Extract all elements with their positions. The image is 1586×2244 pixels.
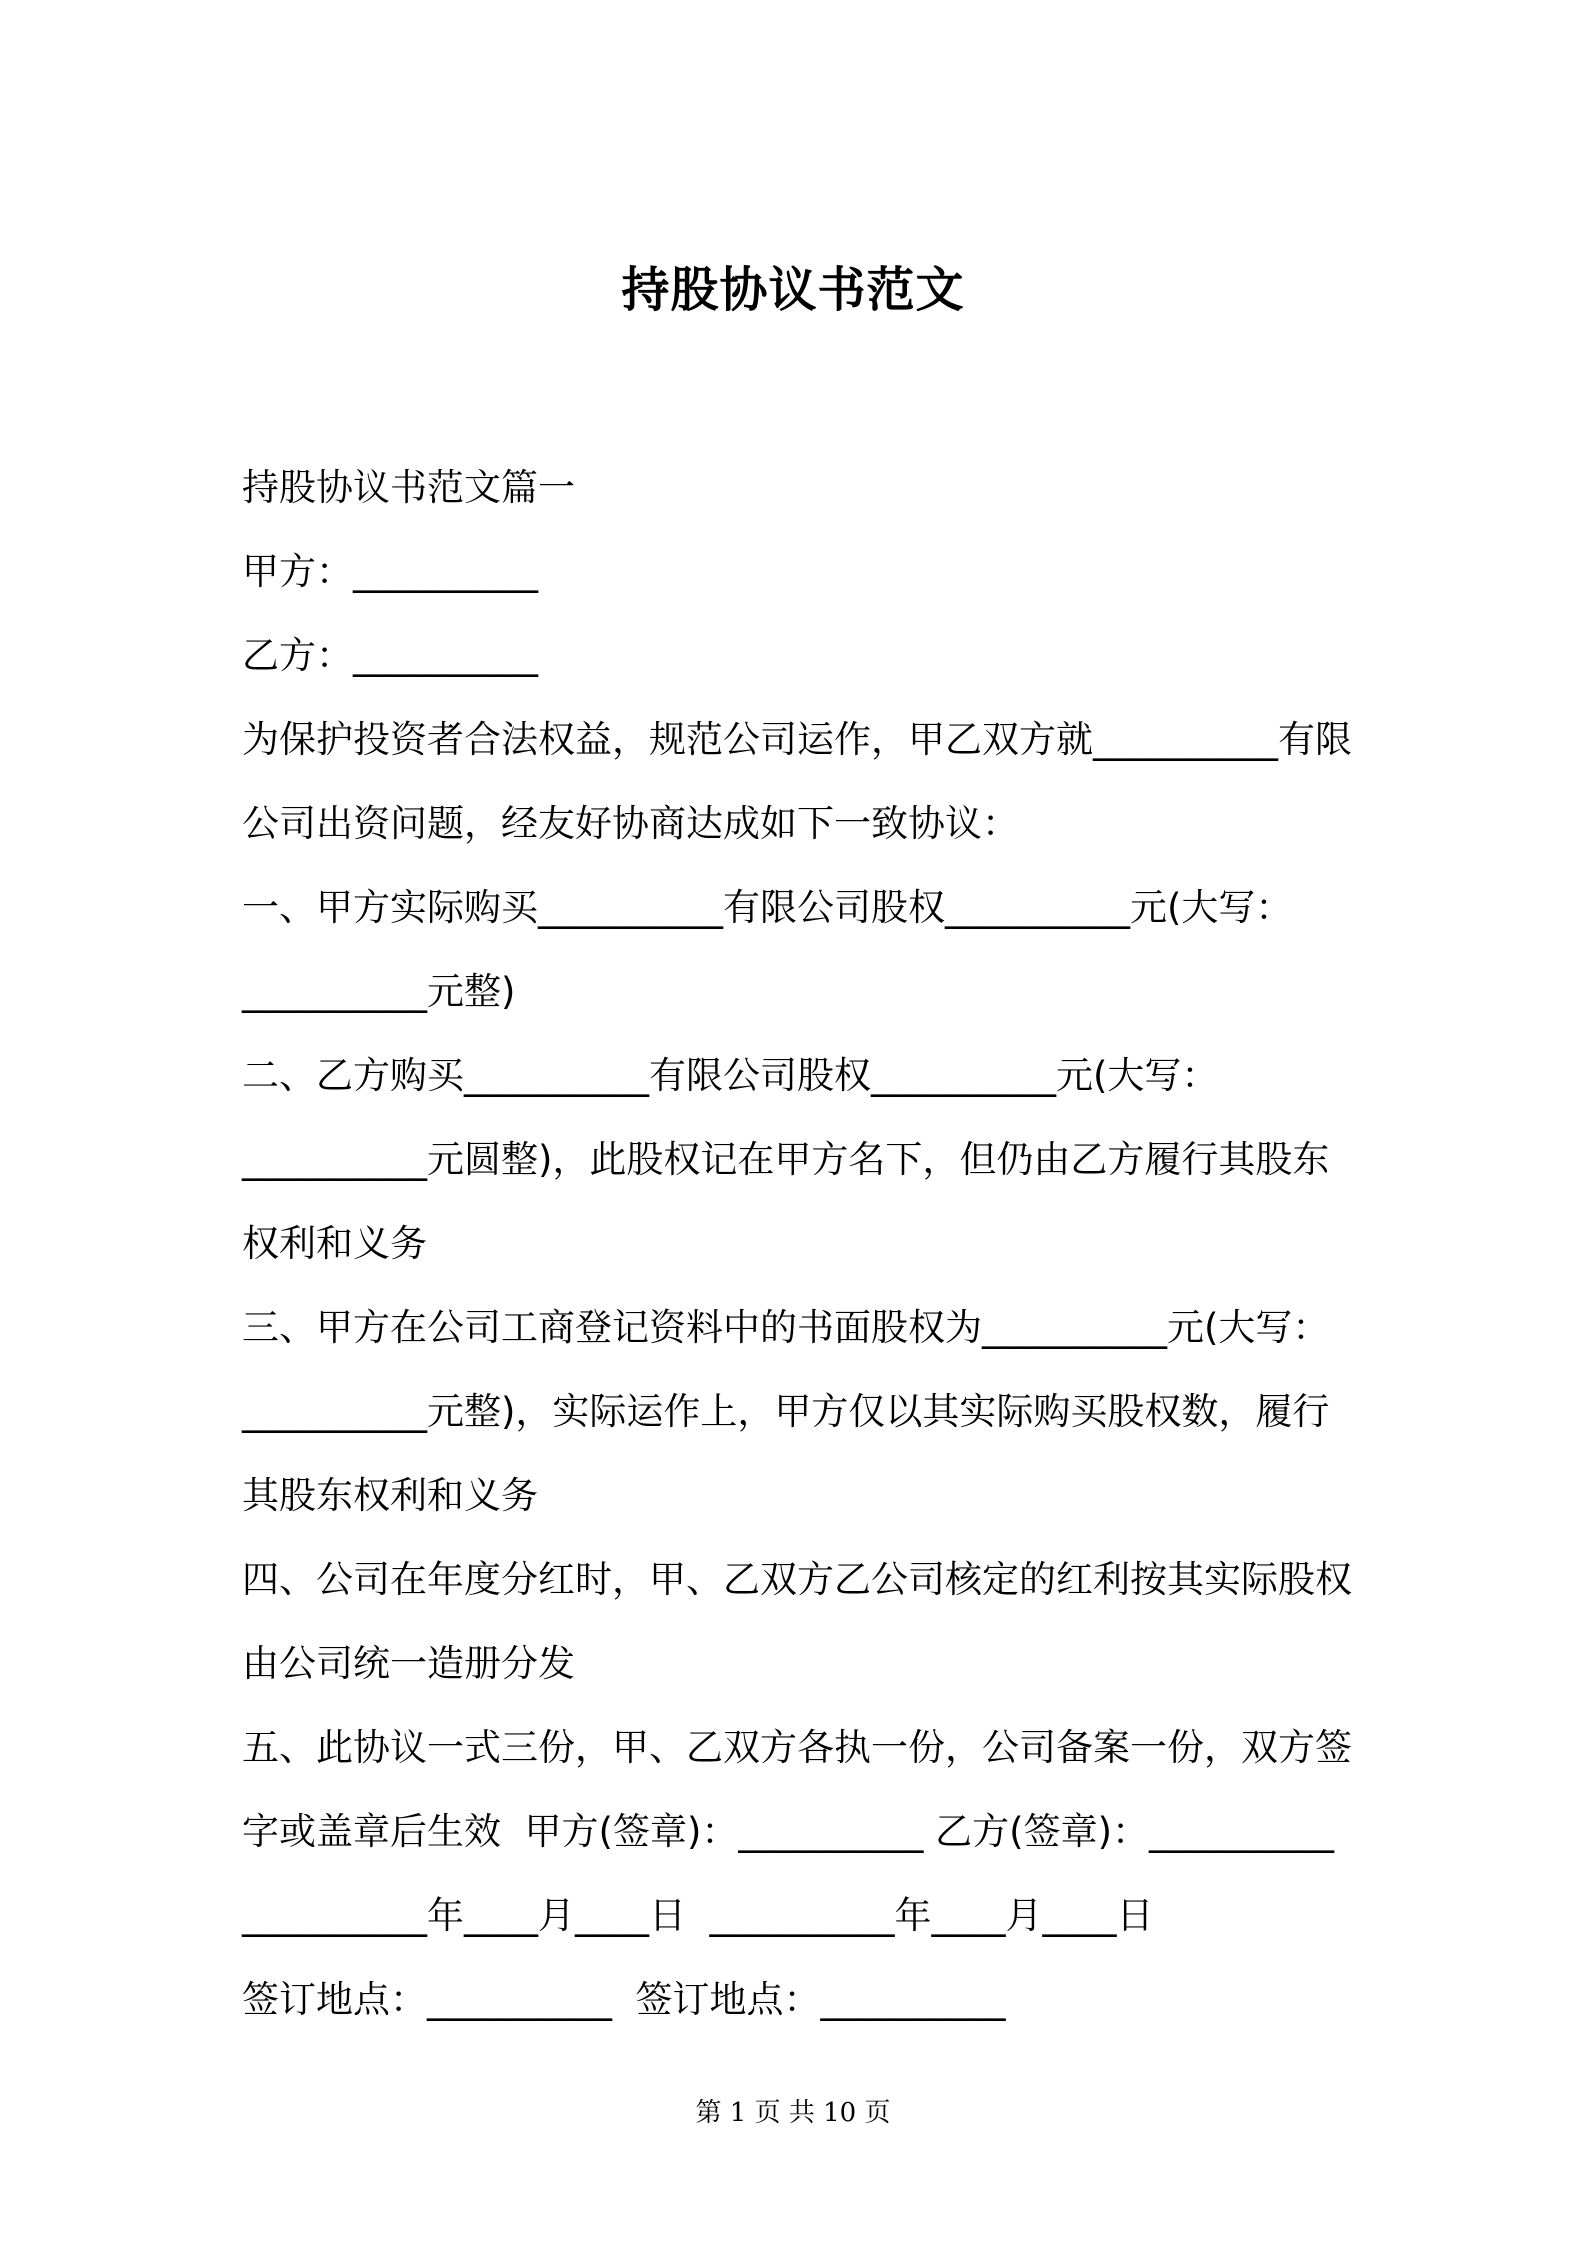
text-line: 由公司统一造册分发 — [242, 1642, 575, 1685]
text-line: 持股协议书范文篇一 — [242, 466, 575, 509]
text-line: 为保护投资者合法权益，规范公司运作，甲乙双方就__________有限 — [242, 718, 1352, 761]
text-line: __________元整)，实际运作上，甲方仅以其实际购买股权数，履行 — [242, 1390, 1330, 1433]
page-footer: 第 1 页 共 10 页 — [695, 2098, 891, 2128]
text-line: __________元圆整)，此股权记在甲方名下，但仍由乙方履行其股东 — [242, 1138, 1330, 1181]
document-title: 持股协议书范文 — [621, 262, 965, 318]
text-line: 签订地点：__________ 签订地点：__________ — [242, 1978, 1006, 2021]
text-line: 权利和义务 — [242, 1222, 427, 1265]
text-line: 公司出资问题，经友好协商达成如下一致协议： — [242, 802, 1019, 845]
text-line: 字或盖章后生效 甲方(签章)：__________ 乙方(签章)：__________ — [242, 1810, 1335, 1853]
text-line: 一、甲方实际购买__________有限公司股权__________元(大写： — [242, 886, 1293, 929]
text-line: 甲方：__________ — [242, 550, 538, 593]
text-line: 五、此协议一式三份，甲、乙双方各执一份，公司备案一份，双方签 — [242, 1726, 1352, 1769]
text-line: 三、甲方在公司工商登记资料中的书面股权为__________元(大写： — [242, 1306, 1330, 1349]
document-body — [242, 446, 1362, 2042]
text-line: 四、公司在年度分红时，甲、乙双方乙公司核定的红利按其实际股权 — [242, 1558, 1352, 1601]
text-line: 二、乙方购买__________有限公司股权__________元(大写： — [242, 1054, 1219, 1097]
text-line: 其股东权利和义务 — [242, 1474, 538, 1517]
text-line: __________年____月____日 __________年____月____日 — [242, 1894, 1154, 1937]
text-line: 乙方：__________ — [242, 634, 538, 677]
text-line: __________元整) — [242, 970, 516, 1013]
